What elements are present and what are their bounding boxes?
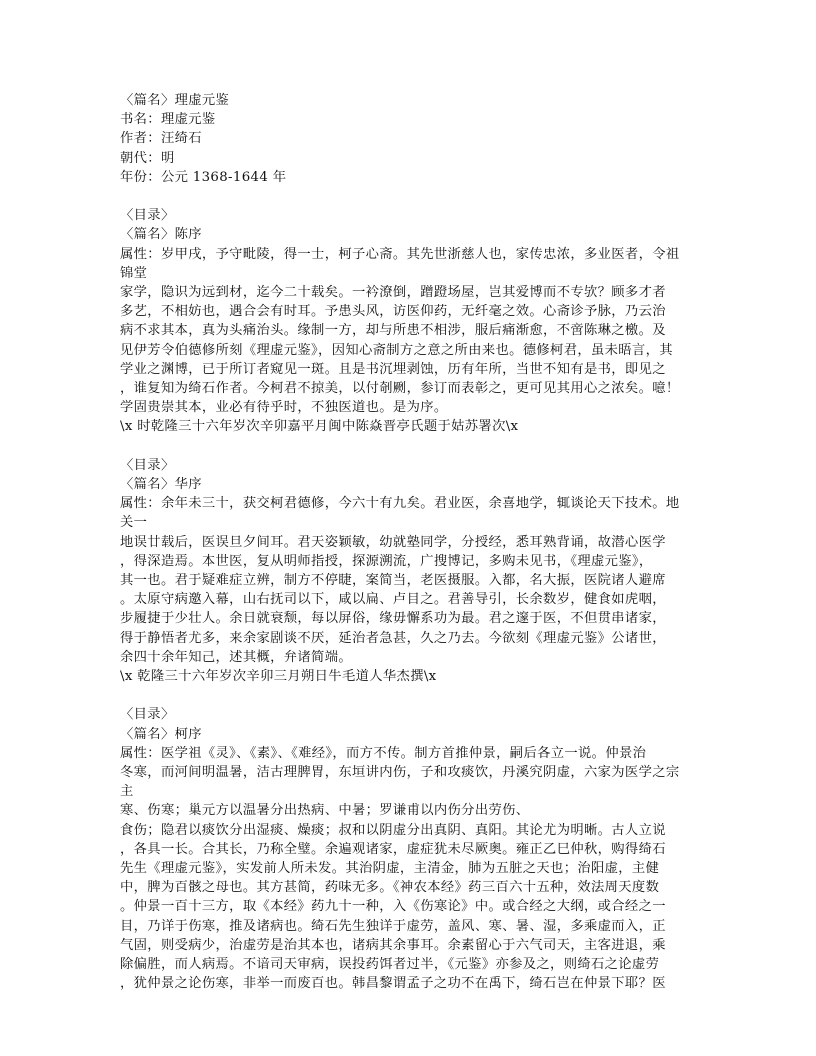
text-line: 属性：岁甲戌，予守毗陵，得一士，柯子心斋。其先世浙慈人也，家传忠浓，多业医者，令祖 bbox=[120, 246, 680, 262]
text-line: 。仲景一百十三方，取《本经》药九十一种，入《伤寒论》中。或合经之大纲，或合经之一 bbox=[120, 899, 666, 915]
text-line: 步履捷于少壮人。余日就衰颓，每以屏俗，缘毋懈系功为最。君之邃于医，不但贯串诸家， bbox=[120, 611, 666, 627]
section-hua-preface bbox=[120, 456, 680, 686]
text-line: 〈目录〉 bbox=[120, 707, 175, 723]
text-line: 多艺，不相妨也，遇合会有时耳。予患头风，访医仰药，无纤毫之效。心斋诊予脉，乃云治 bbox=[120, 304, 666, 320]
text-line: 寒、伤寒；巢元方以温暑分出热病、中暑；罗谦甫以内伤分出劳伤、 bbox=[120, 803, 530, 819]
text-line: 〈目录〉 bbox=[120, 457, 175, 473]
text-line: 学业之渊博，已于所订者窥见一斑。且是书沉埋剥蚀，历有年所，当世不知有是书，即见之 bbox=[120, 361, 666, 377]
spacer bbox=[120, 686, 680, 705]
section-chen-preface bbox=[120, 206, 680, 436]
text-line: ，得深造焉。本世医，复从明师指授，探源溯流，广搜博记，多购未见书，《理虚元鉴》， bbox=[120, 553, 653, 569]
header-block bbox=[120, 91, 680, 187]
header-line: 朝代：明 bbox=[120, 150, 175, 166]
text-line: 余四十余年知己，述其概，弁诸简端。 bbox=[120, 649, 352, 665]
text-line: \x 乾隆三十六年岁次辛卯三月朔日牛毛道人华杰撰\x bbox=[120, 669, 437, 685]
text-line: 属性：医学祖《灵》、《素》、《难经》，而方不传。制方首推仲景，嗣后各立一说。仲景治 bbox=[120, 745, 647, 761]
text-line: 目，乃详于伤寒，推及诸病也。绮石先生独详于虚劳，盖风、寒、暑、湿，多乘虚而入，正 bbox=[120, 918, 666, 934]
text-line: 气固，则受病少，治虚劳是治其本也，诸病其余事耳。余素留心于六气司天，主客进退，乘 bbox=[120, 937, 666, 953]
text-line: 其一也。君于疑难症立辨，制方不停睫，案简当，老医摄服。入都，名大振，医院诸人避席 bbox=[120, 573, 666, 589]
text-line: 家学，隐识为远到材，迄今二十载矣。一衿潦倒，蹭蹬场屋，岂其爱博而不专欤？顾多才者 bbox=[120, 285, 666, 301]
text-line: 中，脾为百骸之母也。其方甚简，药味无多。《神农本经》药三百六十五种，效法周天度数 bbox=[120, 880, 660, 896]
text-line: 见伊芳令伯德修所刻《理虚元鉴》，因知心斋制方之意之所由来也。德修柯君，虽未晤言，其 bbox=[120, 342, 673, 358]
text-line: ，谁复知为绮石作者。今柯君不掠美，以付剞劂，参订而表彰之，更可见其用心之浓矣。噫！ bbox=[120, 381, 680, 397]
text-line: \x 时乾隆三十六年岁次辛卯嘉平月闽中陈焱晋亭氏题于姑苏署次\x bbox=[120, 419, 519, 435]
header-line: 书名：理虚元鉴 bbox=[120, 112, 216, 128]
header-line: 〈篇名〉理虚元鉴 bbox=[120, 93, 230, 108]
text-line: 属性：余年未三十，获交柯君德修，今六十有九矣。君业医，余喜地学，辄谈论天下技术。地 bbox=[120, 496, 680, 512]
text-line: ，犹仲景之论伤寒，非举一而废百也。韩昌黎谓孟子之功不在禹下，绮石岂在仲景下耶？医 bbox=[120, 976, 666, 992]
text-line: 除偏胜，而人病焉。不谙司天审病，误投药饵者过半，《元鉴》亦参及之，则绮石之论虚劳 bbox=[120, 957, 660, 973]
header-line: 作者：汪绮石 bbox=[120, 131, 202, 147]
text-line: 锦堂 bbox=[120, 265, 148, 281]
text-line: 冬寒，而河间明温暑，洁古理脾胃，东垣讲内伤，子和攻痰饮，丹溪究阴虚，六家为医学之宗 bbox=[120, 765, 680, 781]
document-page bbox=[120, 91, 680, 994]
text-line: 地误廿载后，医误旦夕间耳。君天姿颖敏，幼就塾同学，分授经，悉耳熟背诵，故潜心医学 bbox=[120, 534, 666, 550]
section-ke-preface bbox=[120, 705, 680, 993]
text-line: 〈篇名〉陈序 bbox=[120, 227, 202, 243]
text-line: 〈篇名〉柯序 bbox=[120, 726, 202, 742]
header-line: 年份：公元 1368-1644 年 bbox=[120, 169, 287, 185]
text-line: ，各具一长。合其长，乃称全璧。余遍观诸家，虚症犹未尽厥奥。雍正乙巳仲秋，购得绮石 bbox=[120, 841, 666, 857]
spacer bbox=[120, 187, 680, 206]
text-line: 〈目录〉 bbox=[120, 208, 175, 224]
text-line: 食伤；隐君以痰饮分出湿痰、燥痰；叔和以阴虚分出真阴、真阳。其论尤为明晰。古人立说 bbox=[120, 822, 666, 838]
text-line: 先生《理虚元鉴》，实发前人所未发。其治阴虚，主清金，肺为五脏之天也；治阳虚，主健 bbox=[120, 861, 660, 877]
text-line: 〈篇名〉华序 bbox=[120, 477, 202, 493]
text-line: 关一 bbox=[120, 515, 148, 531]
text-line: 。太原守病邀入幕，山右抚司以下，咸以扁、卢目之。君善导引，长余数岁，健食如虎咽， bbox=[120, 592, 666, 608]
text-line: 学固贵崇其本，业必有待乎时，不独医道也。是为序。 bbox=[120, 400, 448, 416]
text-line: 主 bbox=[120, 784, 134, 800]
spacer bbox=[120, 437, 680, 456]
text-line: 得于静悟者尤多，来余家剧谈不厌，延治者急甚，久之乃去。今欲刻《理虚元鉴》公诸世， bbox=[120, 630, 666, 646]
text-line: 病不求其本，真为头痛治头。缘制一方，却与所患不相涉，服后痛渐愈，不啻陈琳之檄。及 bbox=[120, 323, 666, 339]
